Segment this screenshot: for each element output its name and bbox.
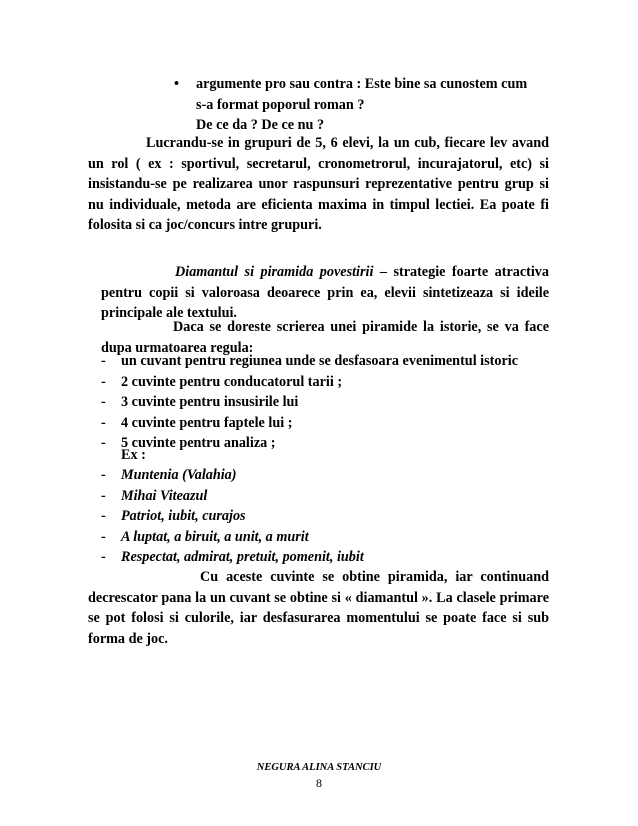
example-text: A luptat, a biruit, a unit, a murit [121,528,309,545]
dash-bullet: - [101,414,106,431]
example-text: Muntenia (Valahia) [121,467,237,483]
bullet-text-line-1: argumente pro sau contra : Este bine sa cunostem cum [196,76,528,92]
dash-bullet: - [101,467,106,483]
paragraph-cube-method-text: Lucrandu-se in grupuri de 5, 6 elevi, la un cub, fiecare lev avand un rol ( ex : sportivul, secretarul, cronometrorul, incurajatorul, etc) si insistandu-se pe realizarea unor raspunsuri reprezentative pentru grup si nu individuale, metoda are eficienta maxima in timpul lectiei. Ea poate fi folosita si ca joc/concurs intre grupuri. [88,135,549,233]
example-list [101,465,541,568]
dash-bullet: - [101,528,106,545]
dash-bullet: - [101,394,106,410]
paragraph-conclusion-text: Cu aceste cuvinte se obtine piramida, iar continuand decrescator pana la un cuvant se obtine si « diamantul ». La clasele primare se pot folosi si culorile, iar desfasurarea momentului se poate face si sub forma de joc. [88,569,549,647]
dash-bullet: - [101,508,106,524]
rule-item [101,372,541,393]
rule-text: 3 cuvinte pentru insusirile lui [121,394,299,410]
paragraph-pyramid-rule-text: Daca se doreste scrierea unei piramide la istorie, se va face dupa urmatoarea regula: [101,319,549,356]
strategy-title: Diamantul si piramida povestirii [175,264,374,280]
dash-bullet: - [101,435,106,451]
bullet-line [174,95,550,116]
bullet-line [174,74,550,95]
rule-text: 4 cuvinte pentru faptele lui ; [121,414,293,431]
example-item [101,527,541,548]
dash-bullet: - [101,373,106,390]
rule-text: 2 cuvinte pentru conducatorul tarii ; [121,373,343,390]
dash-bullet: - [101,353,106,369]
example-label: Ex : [121,447,146,463]
paragraph-diamond-pyramid [101,262,549,324]
rule-item [101,433,541,454]
footer-author: NEGURA ALINA STANCIU [256,762,382,773]
bullet-text-line-2: s-a format poporul roman ? [196,96,365,113]
page-number: 8 [316,776,322,790]
example-text: Mihai Viteazul [121,487,208,504]
example-item [101,547,541,568]
example-item [101,465,541,486]
example-text: Respectat, admirat, pretuit, pomenit, iubit [121,549,364,565]
rule-text: 5 cuvinte pentru analiza ; [121,435,276,451]
dash-bullet: - [101,487,106,504]
example-item [101,506,541,527]
paragraph-diamond-pyramid-text: – strategie foarte atractiva pentru copii si valoroasa deoarece prin ea, elevii sintetizeaza si ideile principale ale textului. [101,264,549,321]
rules-list [101,351,541,454]
rule-text: un cuvant pentru regiunea unde se desfasoara evenimentul istoric [121,353,518,369]
rule-item [101,413,541,434]
rule-item [101,351,541,372]
rule-item [101,392,541,413]
bullet-symbol: • [174,76,179,92]
example-item [101,486,541,507]
example-text: Patriot, iubit, curajos [121,508,246,524]
paragraph-cube-method [88,133,549,236]
dash-bullet: - [101,549,106,565]
bullet-item [174,74,550,136]
paragraph-conclusion [88,567,549,649]
bullet-text-line-3: De ce da ? De ce nu ? [196,117,325,133]
